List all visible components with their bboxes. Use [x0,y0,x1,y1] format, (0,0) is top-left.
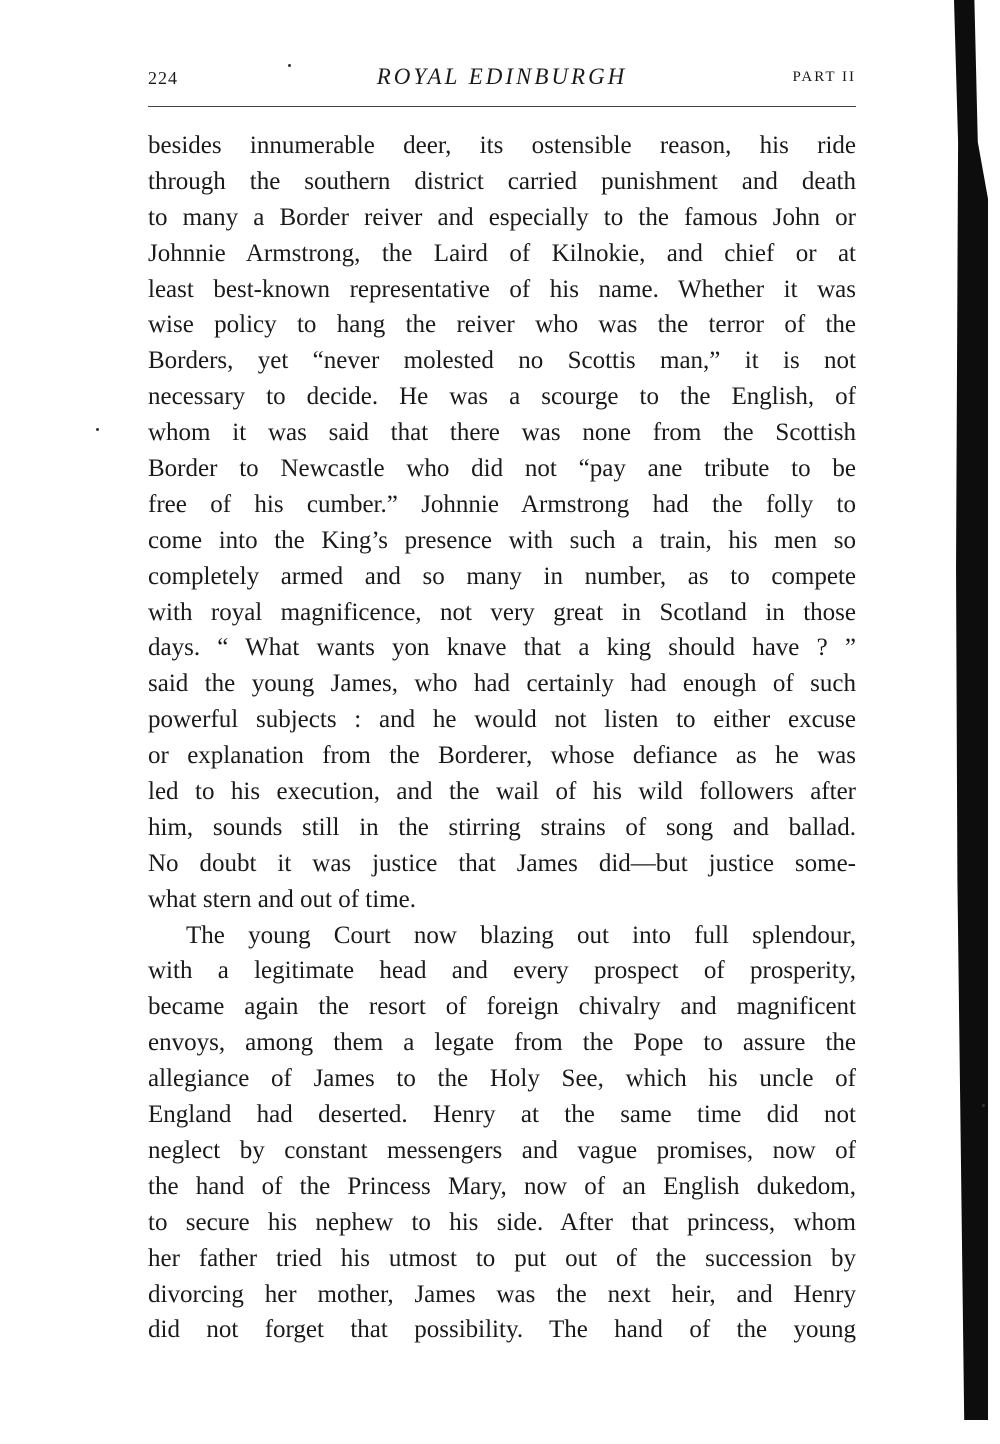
text-line: envoys, among them a legate from the Pope to assure the [148,1029,856,1057]
text-line: Johnnie Armstrong, the Laird of Kilnokie, and chief or at [148,239,856,267]
text-line: became again the resort of foreign chivalry and magnificent [148,993,856,1021]
text-line: wise policy to hang the reiver who was the terror of the [148,311,856,339]
text-line: said the young James, who had certainly had enough of such [148,670,856,698]
text-line: least best-known representative of his name. Whether it was [148,275,856,303]
text-line: completely armed and so many in number, as to compete [148,562,856,590]
text-line: led to his execution, and the wail of his wild followers after [148,778,856,806]
print-speck [96,428,99,431]
print-speck [288,64,291,67]
text-line: did not forget that possibility. The hand of the young [148,1316,856,1344]
text-line: with royal magnificence, not very great in Scotland in those [148,598,856,626]
text-line: to many a Border reiver and especially to the famous John or [148,203,856,231]
text-line: No doubt it was justice that James did—but justice some- [148,849,856,877]
text-line: besides innumerable deer, its ostensible reason, his ride [148,132,856,159]
page-number: 224 [148,68,178,88]
text-line: to secure his nephew to his side. After that princess, whom [148,1208,856,1236]
print-speck [982,1104,985,1107]
part-label: PART II [792,69,856,85]
binding-shadow [954,0,988,1420]
text-line: powerful subjects : and he would not listen to either excuse [148,706,856,734]
text-line: Border to Newcastle who did not “pay ane tribute to be [148,455,856,483]
text-line: Borders, yet “never molested no Scottis man,” it is not [148,347,856,375]
header-rule [148,106,856,107]
text-line: neglect by constant messengers and vague promises, now of [148,1136,856,1164]
text-line: through the southern district carried punishment and death [148,167,856,195]
text-line: free of his cumber.” Johnnie Armstrong had the folly to [148,490,856,518]
text-line: England had deserted. Henry at the same time did not [148,1101,856,1129]
text-line: allegiance of James to the Holy See, which his uncle of [148,1065,856,1093]
text-line: come into the King’s presence with such a train, his men so [148,526,856,554]
body-text [148,128,856,1348]
running-title: ROYAL EDINBURGH [376,64,628,89]
text-line: divorcing her mother, James was the next heir, and Henry [148,1280,856,1308]
text-line: her father tried his utmost to put out of the succession by [148,1244,856,1272]
running-header [148,60,856,96]
text-line: necessary to decide. He was a scourge to the English, of [148,383,856,411]
text-line: The young Court now blazing out into full splendour, [186,921,856,949]
text-line: him, sounds still in the stirring strains of song and ballad. [148,813,856,841]
text-line: with a legitimate head and every prospect of prosperity, [148,957,856,985]
text-line: or explanation from the Borderer, whose defiance as he was [148,742,856,770]
text-line: whom it was said that there was none from the Scottish [148,419,856,447]
text-line: days. “ What wants yon knave that a king should have ? ” [148,634,856,662]
text-line: what stern and out of time. [148,885,416,913]
text-line: the hand of the Princess Mary, now of an English dukedom, [148,1172,856,1200]
